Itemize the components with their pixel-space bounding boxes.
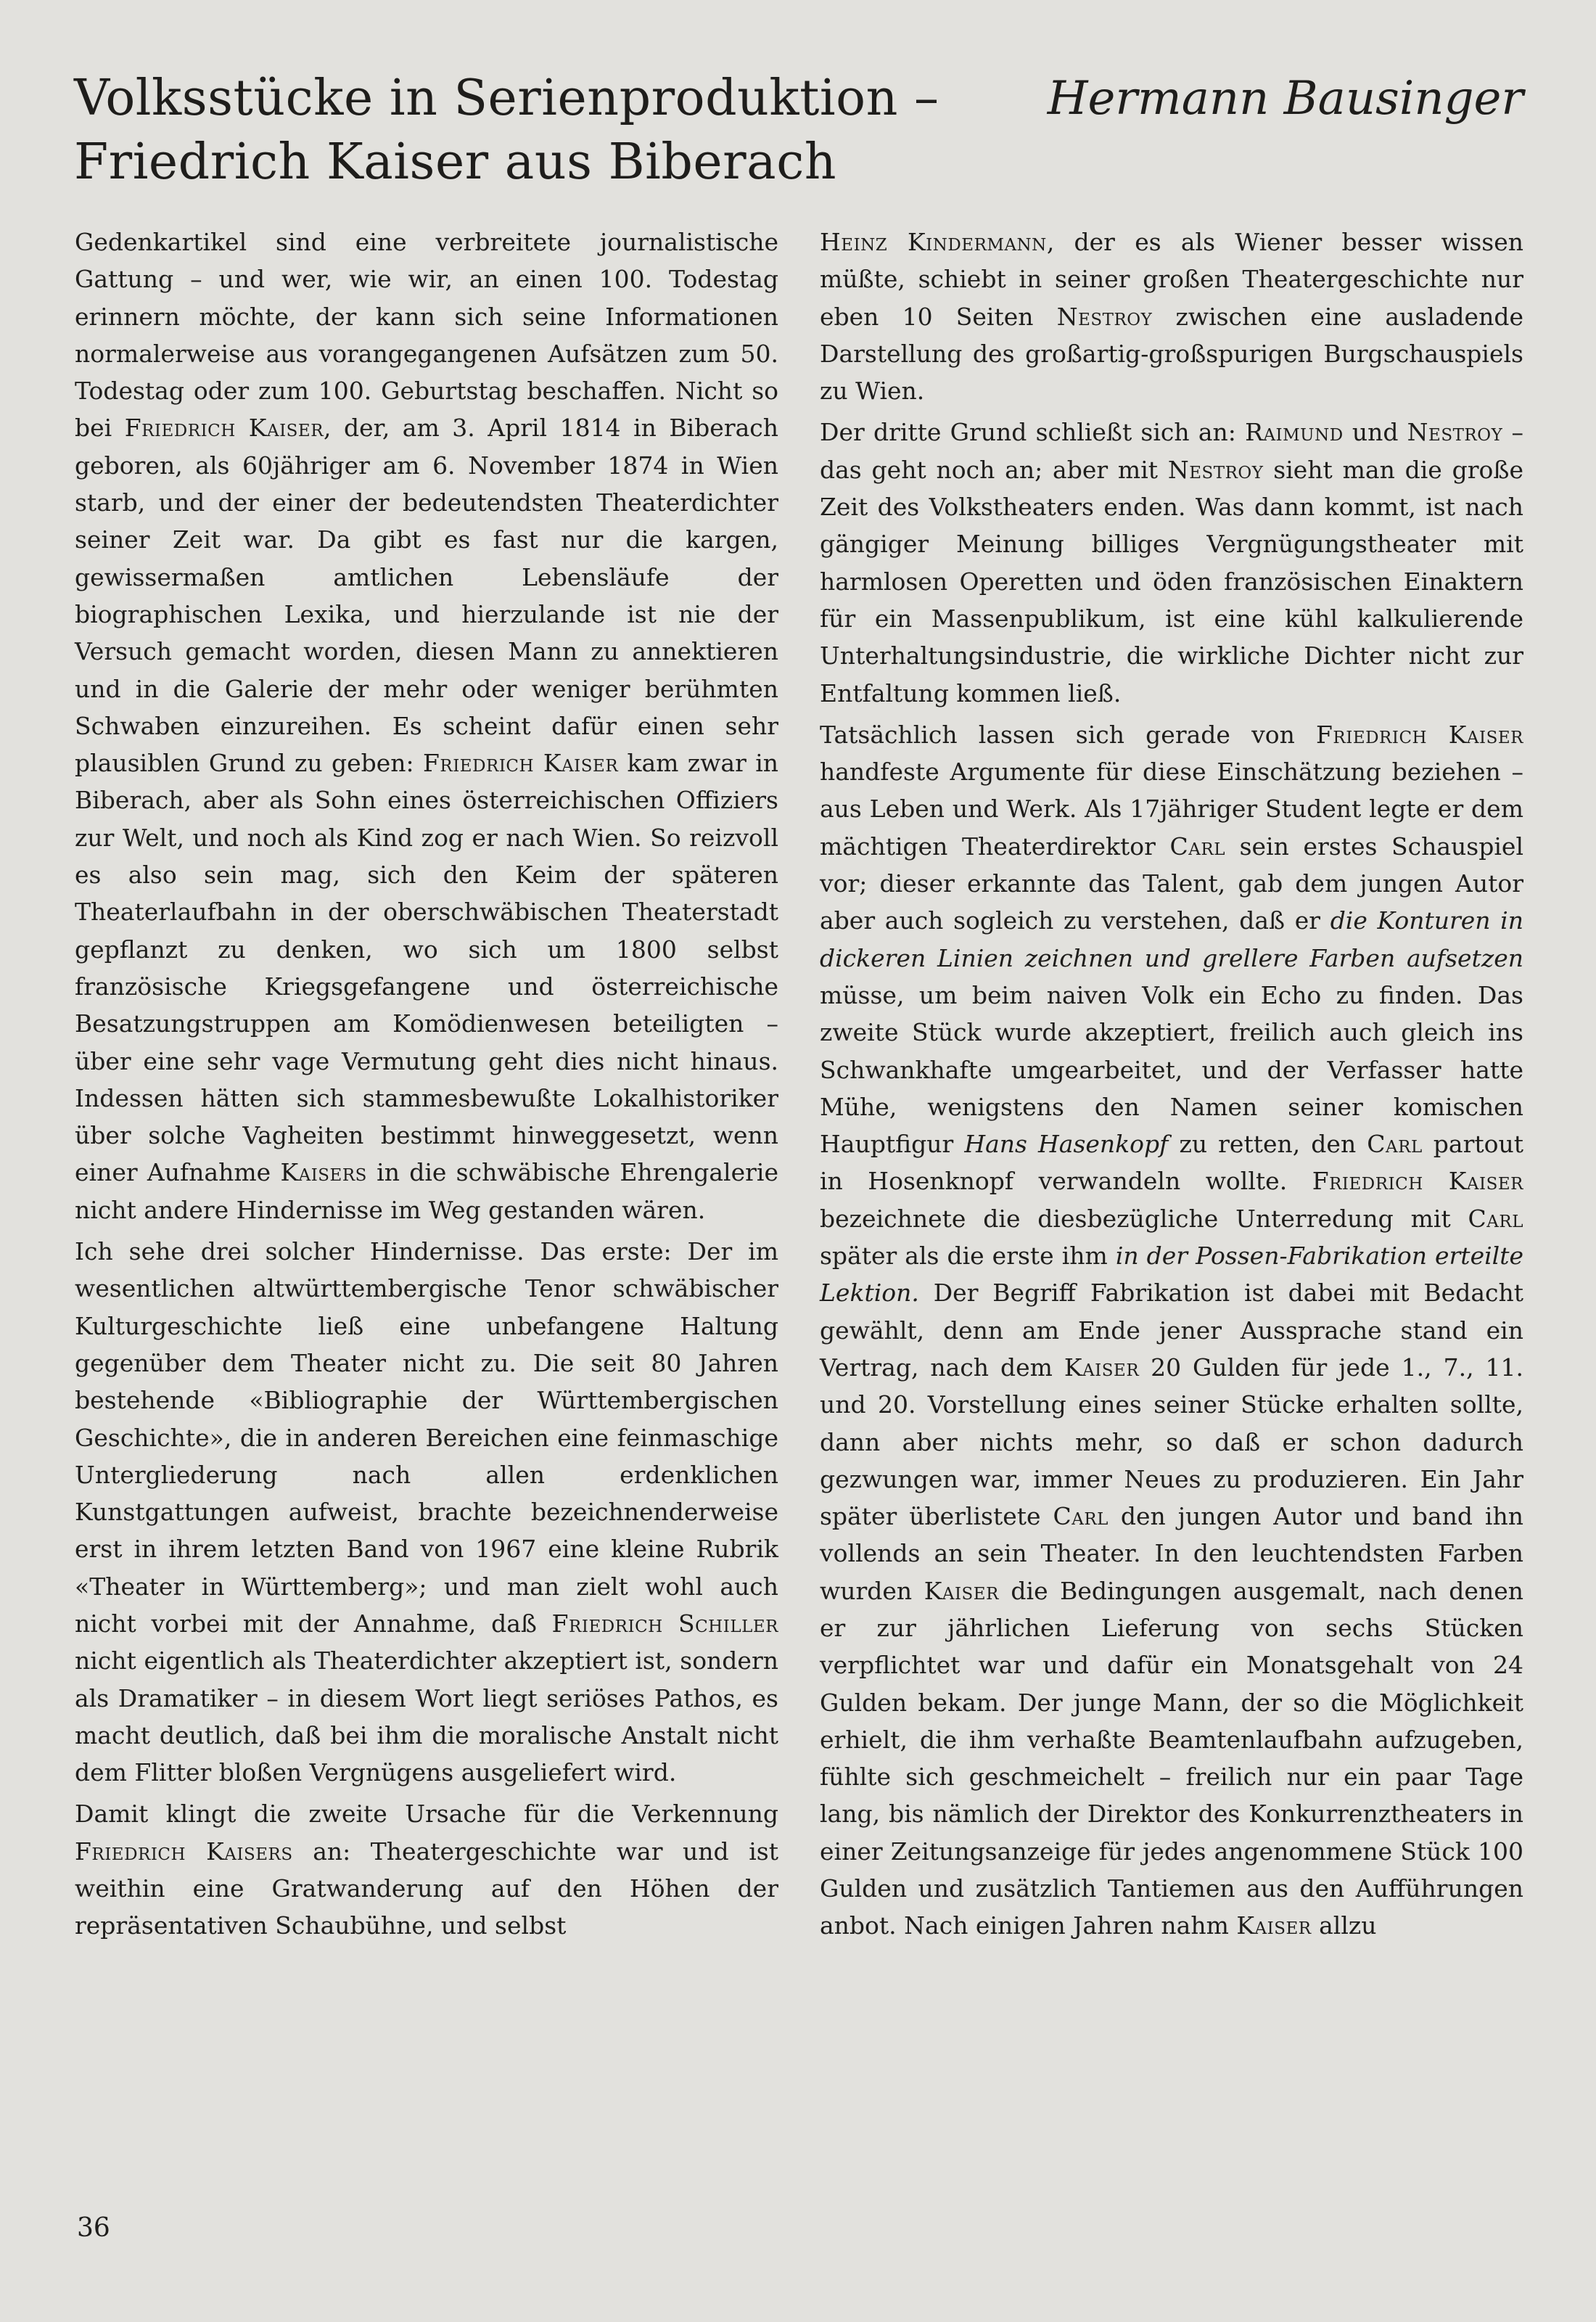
- person-name: Friedrich Kaisers: [75, 1837, 293, 1866]
- text-run: , der, am 3. April 1814 in Biberach geboren, als 60jähriger am 6. November 1874 in Wien starb, und der einer der bedeutendsten Theaterdichter seiner Zeit war. Da gibt es fast nur die kargen, gewissermaßen amtlichen Lebensläufe der biographischen Lexika, und hierzulande ist nie der Versuch gemacht worden, diesen Mann zu annektieren und in die Galerie der mehr oder weniger berühmten Schwaben einzureihen. Es scheint dafür einen sehr plausiblen Grund zu geben:: [75, 414, 779, 778]
- person-name: Carl: [1367, 1130, 1423, 1159]
- person-name: Carl: [1169, 832, 1225, 861]
- title-line-1: Volksstücke in Serienproduktion –: [74, 70, 939, 127]
- person-name: Nestroy: [1167, 455, 1264, 484]
- text-run: partout in Hosenknopf verwandeln wollte.: [820, 1130, 1523, 1196]
- person-name: Kaiser: [1064, 1353, 1140, 1382]
- person-name: Carl: [1053, 1502, 1108, 1531]
- text-run: müsse, um beim naiven Volk ein Echo zu finden. Das zweite Stück wurde akzeptiert, freilich auch gleich ins Schwankhafte umgearbeitet, und der Verfasser hatte Mühe, wenigstens den Namen seiner komischen Hauptfigur: [820, 980, 1523, 1159]
- text-run: sieht man die große Zeit des Volkstheaters enden. Was dann kommt, ist nach gängiger Meinung billiges Vergnügungstheater mit harmlosen Operetten und öden französischen Einaktern für ein Massenpublikum, ist eine kühl kalkulierende Unterhaltungsindustrie, die wirkliche Dichter nicht zur Entfaltung kommen ließ.: [820, 455, 1523, 707]
- text-run: die Bedingungen ausgemalt, nach denen er zur jährlichen Lieferung von sechs Stücken verpflichtet war und dafür ein Monatsgehalt von 24 Gulden bekam. Der junge Mann, der so die Möglichkeit erhielt, die ihm verhaßte Beamtenlaufbahn aufzugeben, fühlte sich geschmeichelt – freilich nur ein paar Tage lang, bis nämlich der Direktor des Konkurrenztheaters in einer Zeitungsanzeige für jedes angenommene Stück 100 Gulden und zusätzlich Tantiemen aus den Aufführungen anbot. Nach einigen Jahren nahm: [820, 1576, 1523, 1940]
- text-run: handfeste Argumente für diese Einschätzung beziehen – aus Leben und Werk. Als 17jähriger Student legte er dem mächtigen Theaterdirektor: [820, 758, 1523, 861]
- text-run: 20 Gulden für jede 1., 7., 11. und 20. Vorstellung eines seiner Stücke erhalten sollte, dann aber nichts mehr, so daß er schon dadurch gezwungen war, immer Neues zu produzieren. Ein Jahr später überlistete: [820, 1353, 1523, 1531]
- text-run: den jungen Autor und band ihn vollends an sein Theater. In den leuchtendsten Farben wurden: [820, 1502, 1523, 1605]
- person-name: Raimund: [1245, 418, 1344, 447]
- person-name: Friedrich Kaiser: [124, 414, 324, 443]
- text-run: nicht eigentlich als Theaterdichter akzeptiert ist, sondern als Dramatiker – in diesem Wort liegt seriöses Pathos, es macht deutlich, daß bei ihm die moralische Anstalt nicht dem Flitter bloßen Vergnügens ausgeliefert wird.: [75, 1646, 778, 1787]
- text-run: Der dritte Grund schließt sich an:: [820, 418, 1246, 447]
- text-run: zwischen eine ausladende Darstellung des großartig-großspurigen Burgschauspiels zu Wien.: [820, 302, 1523, 406]
- text-run: sein erstes Schauspiel vor; dieser erkannte das Talent, gab dem jungen Autor aber auch sogleich zu verstehen, daß er: [820, 832, 1523, 935]
- title-line-2: Friedrich Kaiser aus Biberach: [74, 134, 837, 191]
- text-run: an: Theatergeschichte war und ist weithin eine Gratwanderung auf den Höhen der repräsentativen Schaubühne, und selbst: [75, 1837, 778, 1940]
- text-run: zu retten, den: [1168, 1130, 1367, 1159]
- person-name: Carl: [1468, 1204, 1523, 1233]
- page-number: 36: [77, 2213, 110, 2243]
- paragraph: [75, 223, 778, 1228]
- character-name: Hans Hasenkopf: [964, 1130, 1169, 1159]
- paragraph: [75, 1795, 778, 1944]
- text-run: Gedenkartikel sind eine verbreitete journalistische Gattung – und wer, wie wir, an einen 100. Todestag erinnern möchte, der kann sich seine Informationen normalerweise aus vorangegangenen Aufsätzen zum 50. Todestag oder zum 100. Geburtstag beschaffen. Nicht so bei: [75, 228, 778, 443]
- text-run: , der es als Wiener besser wissen müßte, schiebt in seiner großen Theatergeschichte nur eben 10 Seiten: [820, 228, 1523, 331]
- person-name: Kaisers: [280, 1158, 367, 1187]
- text-run: später als die erste ihm: [820, 1242, 1116, 1271]
- author-name: Hermann Bausinger: [1047, 72, 1523, 126]
- paragraph: [820, 223, 1523, 409]
- paragraph: [75, 1233, 778, 1791]
- text-run: Der Begriff Fabrikation ist dabei mit Bedacht gewählt, denn am Ende jener Aussprache stand ein Vertrag, nach dem: [820, 1279, 1523, 1382]
- text-run: bezeichnete die diesbezügliche Unterredung mit: [820, 1204, 1468, 1233]
- text-run: Tatsächlich lassen sich gerade von: [820, 720, 1317, 749]
- text-run: Ich sehe drei solcher Hindernisse. Das erste: Der im wesentlichen altwürttembergische Tenor schwäbischer Kulturgeschichte ließ eine unbefangene Haltung gegenüber dem Theater nicht zu. Die seit 80 Jahren bestehende «Bibliographie der Württembergischen Geschichte», die in anderen Bereichen eine feinmaschige Untergliederung nach allen erdenklichen Kunstgattungen aufweist, brachte bezeichnenderweise erst in ihrem letzten Band von 1967 eine kleine Rubrik «Theater in Württemberg»; und man zielt wohl auch nicht vorbei mit der Annahme, daß: [75, 1237, 778, 1638]
- text-run: – das geht noch an; aber mit: [820, 418, 1523, 484]
- paragraph: [820, 414, 1523, 711]
- text-run: kam zwar in Biberach, aber als Sohn eines österreichischen Offiziers zur Welt, und noch als Kind zog er nach Wien. So reizvoll es also sein mag, sich den Keim der späteren Theaterlaufbahn in der oberschwäbischen Theaterstadt gepflanzt zu denken, wo sich um 1800 selbst französische Kriegsgefangene und österreichische Besatzungstruppen am Komödienwesen beteiligten – über eine sehr vage Vermutung geht dies nicht hinaus. Indessen hätten sich stammesbewußte Lokalhistoriker über solche Vagheiten bestimmt hinweggesetzt, wenn einer Aufnahme: [75, 749, 778, 1187]
- person-name: Friedrich Kaiser: [423, 749, 619, 778]
- left-column: [75, 223, 778, 1949]
- text-run: allzu: [1311, 1911, 1377, 1940]
- person-name: Friedrich Kaiser: [1312, 1167, 1523, 1196]
- person-name: Kaiser: [1236, 1911, 1312, 1940]
- right-column: [820, 223, 1523, 1949]
- text-run: und: [1343, 418, 1407, 447]
- person-name: Heinz Kindermann: [820, 228, 1047, 256]
- person-name: Nestroy: [1056, 302, 1153, 331]
- quotation: die Konturen in dickeren Linien zeichnen und grellere Farben aufsetzen: [820, 906, 1523, 972]
- person-name: Kaiser: [924, 1576, 999, 1605]
- quotation: in der Possen-Fabrikation erteilte Lektion.: [820, 1242, 1523, 1308]
- paragraph: [820, 716, 1523, 1945]
- text-run: Damit klingt die zweite Ursache für die Verkennung: [75, 1800, 778, 1829]
- person-name: Friedrich Schiller: [551, 1609, 778, 1638]
- person-name: Nestroy: [1407, 418, 1503, 447]
- text-run: in die schwäbische Ehrengalerie nicht andere Hindernisse im Weg gestanden wären.: [75, 1158, 779, 1224]
- article-title: [74, 67, 1017, 194]
- person-name: Friedrich Kaiser: [1316, 720, 1523, 749]
